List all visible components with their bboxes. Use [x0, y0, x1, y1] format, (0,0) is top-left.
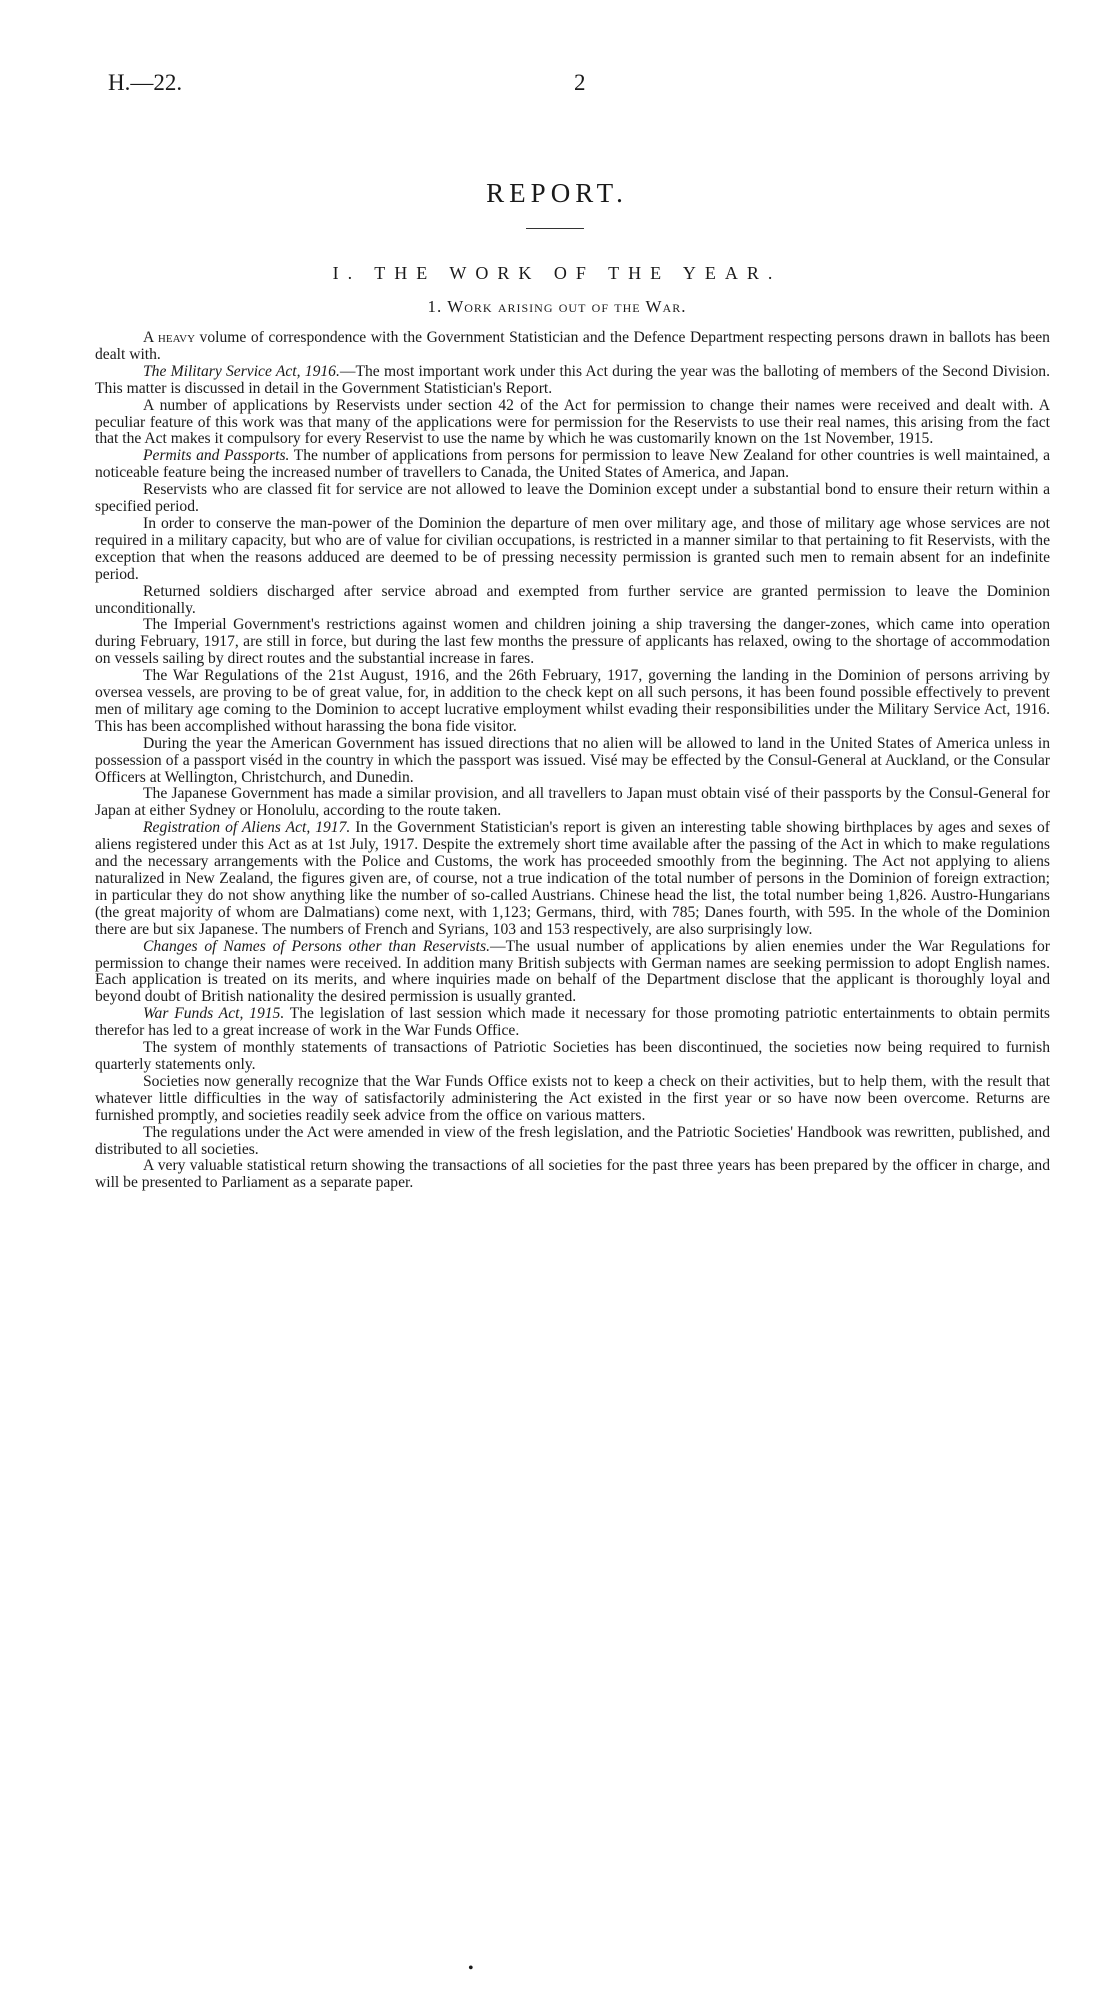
paragraph-text: —The most important work under this Act during the year was the balloting of members of the Second Division. This matter is discussed in detail in the Government Statistician's Report. — [95, 362, 1050, 397]
paragraph-text: The Japanese Government has made a similar provision, and all travellers to Japan must obtain visé of their passports by the Consul-General for Japan at either Sydney or Honolulu, according to the route taken. — [95, 785, 1050, 820]
report-paragraph — [95, 820, 1050, 938]
paragraph-lead-heading: Changes of Names of Persons other than Reservists. — [143, 937, 490, 955]
paragraph-lead-heading: Registration of Aliens Act, 1917. — [143, 819, 351, 837]
report-paragraph — [95, 786, 1050, 820]
paragraph-text: The system of monthly statements of transactions of Patriotic Societies has been discontinued, the societies now being required to furnish quarterly statements only. — [95, 1039, 1050, 1073]
report-paragraph — [95, 364, 1050, 398]
report-paragraph — [95, 482, 1050, 516]
paragraph-text: Reservists who are classed fit for service are not allowed to leave the Dominion except under a substantial bond to ensure their return within a specified period. — [95, 481, 1050, 516]
page-number: 2 — [574, 70, 586, 95]
paragraph-text: The legislation of last session which made it necessary for those promoting patriotic entertainments to obtain permits therefor has led to a great increase of work in the War Funds Office. — [95, 1005, 1050, 1040]
page-header — [108, 70, 1006, 104]
report-paragraph — [95, 1006, 1050, 1040]
report-paragraph — [95, 1158, 1050, 1192]
report-title: REPORT. — [486, 178, 628, 208]
footer-mark: • — [468, 1960, 474, 1977]
paragraph-text: In the Government Statistician's report is given an interesting table showing birthplaces by ages and sexes of aliens registered under this Act as at 1st July, 1917. Despite the extremely short time available after the passing of the Act in which to make regulations and the necessary arrangements with the Police and Customs, the work has proceeded smoothly from the beginning. The Act not applying to aliens naturalized in New Zealand, the figures given are, of course, not a true indication of the total number of persons in the Dominion of foreign extraction; in particular they do not show anything like the number of so-called Austrians. Chinese head the list, the total number being 1,826. Austro-Hungarians (the great majority of whom are Dalmatians) come next, with 1,123; Germans, third, with 785; Danes fourth, with 595. In the whole of the Dominion there are but six Japanese. The numbers of French and Syrians, 103 and 153 respectively, are also surprisingly low. — [95, 819, 1050, 938]
report-paragraph — [95, 668, 1050, 736]
report-paragraph — [95, 448, 1050, 482]
paragraph-text: A number of applications by Reservists under section 42 of the Act for permission to change their names were received and dealt with. A peculiar feature of this work was that many of the applications were for permission for the Reservists to use their real names, this arising from the fact that the Act makes it compulsory for every Reservist to use the name by which he was customarily known on the 1st November, 1915. — [95, 396, 1050, 448]
document-reference: H.—22. — [108, 70, 183, 95]
report-paragraph — [95, 1040, 1050, 1074]
paragraph-text: The number of applications from persons for permission to leave New Zealand for other countries is well maintained, a noticeable feature being the increased number of travellers to Canada, the United States of America, and Japan. — [95, 447, 1050, 482]
report-paragraph — [95, 736, 1050, 787]
paragraph-lead-heading: The Military Service Act, 1916. — [143, 362, 340, 380]
report-paragraph — [95, 584, 1050, 618]
report-paragraph — [95, 617, 1050, 668]
paragraph-text: Returned soldiers discharged after service abroad and exempted from further service are granted permission to leave the Dominion unconditionally. — [95, 582, 1050, 617]
report-paragraph — [95, 330, 1050, 364]
report-paragraph — [95, 939, 1050, 1007]
report-paragraph — [95, 516, 1050, 584]
paragraph-text: The regulations under the Act were amended in view of the fresh legislation, and the Patriotic Societies' Handbook was rewritten, published, and distributed to all societies. — [95, 1123, 1050, 1158]
part-heading: I. THE WORK OF THE YEAR. — [332, 263, 782, 283]
paragraph-text: The Imperial Government's restrictions against women and children joining a ship traversing the danger-zones, which came into operation during February, 1917, are still in force, but during the last few months the pressure of applicants has relaxed, owing to the shortage of accommodation on vessels sailing by direct routes and the substantial increase in fares. — [95, 616, 1050, 668]
paragraph-text: volume of correspondence with the Government Statistician and the Defence Department respecting persons drawn in ballots has been dealt with. — [95, 329, 1050, 363]
section-heading: 1. Work arising out of the War. — [427, 297, 687, 316]
title-divider — [526, 228, 584, 229]
report-paragraph — [95, 1125, 1050, 1159]
report-body — [95, 330, 1050, 1192]
paragraph-text: In order to conserve the man-power of the Dominion the departure of men over military age, and those of military age whose services are not required in a military capacity, but who are of value for civilian occupations, is restricted in a manner similar to that pertaining to fit Reservists, with the exception that when the reasons adduced are deemed to be of pressing necessity permission is granted such men to remain absent for an indefinite period. — [95, 514, 1050, 583]
paragraph-lead-heading: Permits and Passports. — [143, 447, 290, 465]
paragraph-text: During the year the American Government has issued directions that no alien will be allowed to land in the United States of America unless in possession of a passport viséd in the country in which the passport was issued. Visé may be effected by the Consul-General at Auckland, or the Consular Officers at Wellington, Christchurch, and Dunedin. — [95, 734, 1050, 786]
report-paragraph — [95, 1074, 1050, 1125]
paragraph-lead-heading: War Funds Act, 1915. — [143, 1005, 285, 1023]
paragraph-text: The War Regulations of the 21st August, 1916, and the 26th February, 1917, governing the landing in the Dominion of persons arriving by oversea vessels, are proving to be of great value, for, in addition to the check kept on all such persons, it has been found possible effectively to prevent men of military age coming to the Dominion to accept lucrative employment whilst evading their responsibilities under the Military Service Act, 1916. This has been accomplished without harassing the bona fide visitor. — [95, 667, 1050, 735]
paragraph-lead-caps: A heavy — [143, 329, 196, 346]
paragraph-text: A very valuable statistical return showing the transactions of all societies for the past three years has been prepared by the officer in charge, and will be presented to Parliament as a separate paper. — [95, 1157, 1050, 1192]
paragraph-text: Societies now generally recognize that the War Funds Office exists not to keep a check on their activities, but to help them, with the result that whatever little difficulties in the way of satisfactorily administering the Act existed in the first year or so have now been overcome. Returns are furnished promptly, and societies readily seek advice from the office on various matters. — [95, 1072, 1050, 1124]
paragraph-text: —The usual number of applications by alien enemies under the War Regulations for permission to change their names were received. In addition many British subjects with German names are seeking permission to adopt English names. Each application is treated on its merits, and where inquiries made on behalf of the Department disclose that the applicant is thoroughly loyal and beyond doubt of British nationality the desired permission is usually granted. — [95, 937, 1050, 1006]
report-paragraph — [95, 398, 1050, 449]
